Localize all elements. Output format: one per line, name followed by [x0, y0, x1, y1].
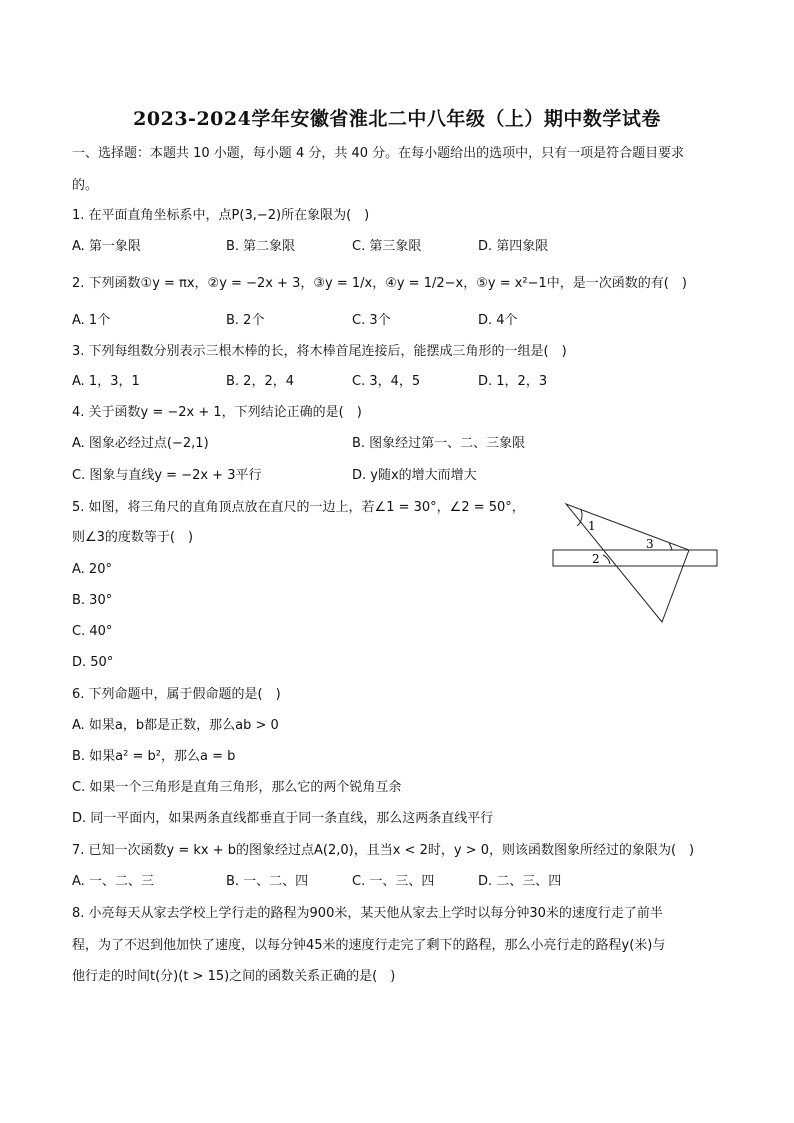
- question-3-option-d: D. 1，2，3: [478, 374, 548, 389]
- question-3-option-c: C. 3，4，5: [352, 374, 421, 389]
- question-5-option-a: A. 20°: [72, 562, 112, 577]
- question-7-option-a: A. 一、二、三: [72, 874, 154, 889]
- question-8-stem-line-2: 程，为了不迟到他加快了速度，以每分钟45米的速度行走完了剩下的路程，那么小亮行走的路程y(米)与: [72, 938, 666, 953]
- question-4-option-b: B. 图象经过第一、二、三象限: [352, 436, 526, 451]
- question-7-stem: 7. 已知一次函数y = kx + b的图象经过点A(2,0)，且当x < 2时，y > 0，则该函数图象所经过的象限为( ): [72, 843, 695, 858]
- angle-1-label: 1: [588, 519, 596, 533]
- ruler-shape: [553, 550, 717, 566]
- question-5-stem-line-1: 5. 如图，将三角尺的直角顶点放在直尺的一边上，若∠1 = 30°，∠2 = 50°，: [72, 500, 525, 515]
- angle-3-label: 3: [646, 537, 654, 551]
- question-1-option-c: C. 第三象限: [352, 239, 422, 254]
- page-title: 2023-2024学年安徽省淮北二中八年级（上）期中数学试卷: [133, 108, 661, 130]
- question-6-stem: 6. 下列命题中，属于假命题的是( ): [72, 687, 281, 702]
- question-1-option-d: D. 第四象限: [478, 239, 549, 254]
- triangle-ruler-diagram: [548, 498, 724, 628]
- question-1-option-b: B. 第二象限: [226, 239, 296, 254]
- question-4-option-c: C. 图象与直线y = −2x + 3平行: [72, 468, 262, 483]
- question-5-figure: [548, 498, 724, 632]
- angle-3-arc: [669, 543, 672, 550]
- question-2-stem: 2. 下列函数①y = πx，②y = −2x + 3，③y = 1/x，④y = 1/2−x，⑤y = x²−1中，是一次函数的有( ): [72, 276, 687, 291]
- question-1-option-a: A. 第一象限: [72, 239, 141, 254]
- question-6-option-c: C. 如果一个三角形是直角三角形，那么它的两个锐角互余: [72, 780, 402, 795]
- question-7-option-d: D. 二、三、四: [478, 874, 562, 889]
- question-8-stem-line-1: 8. 小亮每天从家去学校上学行走的路程为900米，某天他从家去上学时以每分钟30米的速度行走了前半: [72, 906, 663, 921]
- question-3-stem: 3. 下列每组数分别表示三根木棒的长，将木棒首尾连接后，能摆成三角形的一组是( ): [72, 344, 567, 359]
- question-2-option-a: A. 1个: [72, 313, 111, 328]
- question-7-option-c: C. 一、三、四: [352, 874, 435, 889]
- question-7-option-b: B. 一、二、四: [226, 874, 309, 889]
- question-4-stem: 4. 关于函数y = −2x + 1，下列结论正确的是( ): [72, 405, 362, 420]
- triangle-shape: [566, 504, 689, 622]
- question-4-option-a: A. 图象必经过点(−2,1): [72, 436, 209, 451]
- question-4-option-d: D. y随x的增大而增大: [352, 468, 477, 483]
- question-6-option-a: A. 如果a，b都是正数，那么ab > 0: [72, 718, 279, 733]
- question-2-option-b: B. 2个: [226, 313, 265, 328]
- question-5-stem-line-2: 则∠3的度数等于( ): [72, 530, 194, 545]
- question-2-option-d: D. 4个: [478, 313, 518, 328]
- angle-2-label: 2: [592, 552, 600, 566]
- section-heading-line-2: 的。: [72, 178, 99, 193]
- question-3-option-b: B. 2，2，4: [226, 374, 294, 389]
- question-5-option-c: C. 40°: [72, 624, 113, 639]
- question-2-option-c: C. 3个: [352, 313, 391, 328]
- question-5-option-d: D. 50°: [72, 655, 114, 670]
- section-heading-line-1: 一、选择题：本题共 10 小题，每小题 4 分，共 40 分。在每小题给出的选项中，只有一项是符合题目要求: [72, 146, 685, 161]
- question-1-stem: 1. 在平面直角坐标系中，点P(3,−2)所在象限为( ): [72, 208, 370, 223]
- question-6-option-d: D. 同一平面内，如果两条直线都垂直于同一条直线，那么这两条直线平行: [72, 811, 494, 826]
- question-5-option-b: B. 30°: [72, 593, 113, 608]
- question-3-option-a: A. 1，3，1: [72, 374, 140, 389]
- question-6-option-b: B. 如果a² = b²，那么a = b: [72, 749, 236, 764]
- question-8-stem-line-3: 他行走的时间t(分)(t > 15)之间的函数关系正确的是( ): [72, 969, 396, 984]
